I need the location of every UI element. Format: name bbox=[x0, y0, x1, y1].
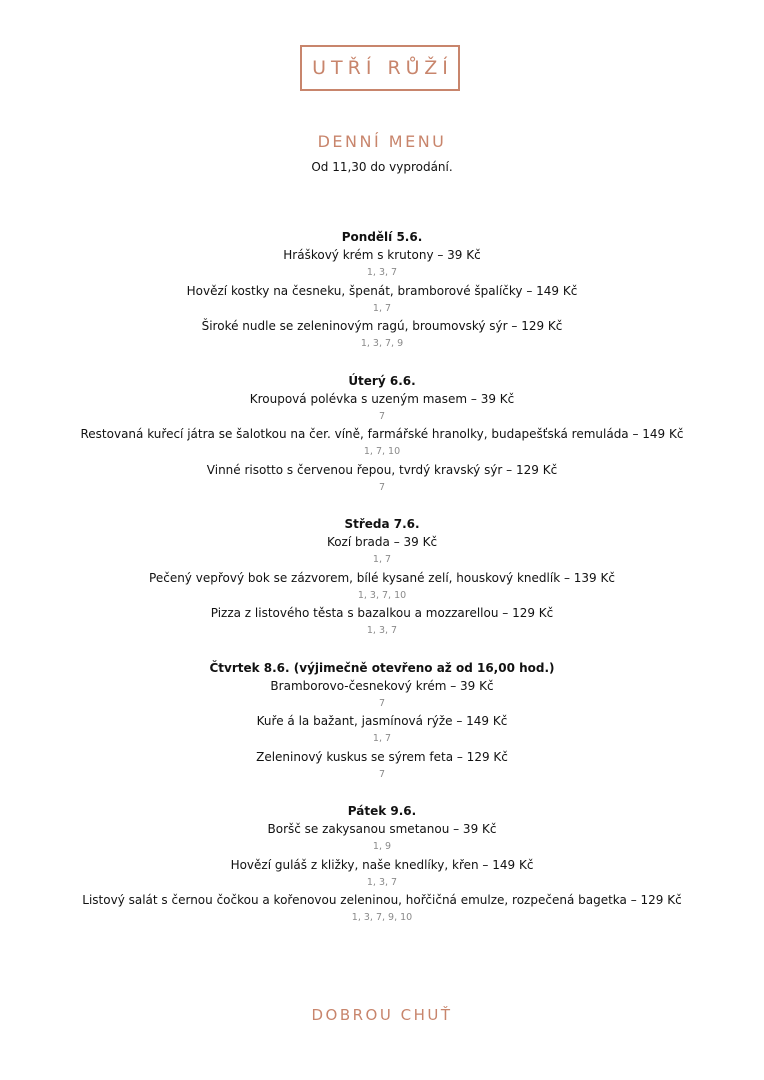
dish-allergens: 7 bbox=[378, 697, 386, 709]
day-heading: Středa 7.6. bbox=[344, 517, 420, 531]
dish-allergens: 1, 7 bbox=[372, 733, 392, 744]
dish-allergens: 1, 7 bbox=[372, 302, 392, 314]
dish-allergens: 1, 3, 7, 9 bbox=[360, 338, 404, 349]
dish-name: Listový salát s černou čočkou a kořenovou zeleninou, hořčičná emulze, rozpečená bagetka – 129 Kč bbox=[82, 893, 682, 907]
logo bbox=[300, 45, 460, 91]
day-friday bbox=[0, 802, 764, 927]
day-heading: Čtvrtek 8.6. (výjimečně otevřeno až od 16,00 hod.) bbox=[209, 660, 555, 675]
dish-name: Boršč se zakysanou smetanou – 39 Kč bbox=[267, 822, 497, 836]
day-heading: Pátek 9.6. bbox=[347, 804, 417, 818]
dish-allergens: 7 bbox=[378, 768, 386, 780]
dish-name: Kozí brada – 39 Kč bbox=[326, 535, 438, 549]
day-thursday bbox=[0, 659, 764, 784]
menu-subtitle: Od 11,30 do vyprodání. bbox=[311, 160, 453, 174]
dish-name: Kroupová polévka s uzeným masem – 39 Kč bbox=[249, 391, 515, 406]
dish-allergens: 1, 7 bbox=[372, 554, 392, 565]
dish-name: Restovaná kuřecí játra se šalotkou na čer. víně, farmářské hranolky, budapešťská remuláda – 149 Kč bbox=[80, 427, 684, 441]
dish-name: Vinné risotto s červenou řepou, tvrdý kravský sýr – 129 Kč bbox=[206, 462, 558, 477]
dish-allergens: 1, 7, 10 bbox=[363, 446, 401, 457]
dish-name: Pečený vepřový bok se zázvorem, bílé kysané zelí, houskový knedlík – 139 Kč bbox=[149, 570, 615, 585]
menu-title: DENNÍ MENU bbox=[317, 132, 447, 151]
day-heading: Pondělí 5.6. bbox=[341, 230, 423, 244]
dish-allergens: 1, 3, 7, 9, 10 bbox=[351, 912, 413, 923]
dish-name: Široké nudle se zeleninovým ragú, broumovský sýr – 129 Kč bbox=[201, 319, 563, 333]
day-heading: Úterý 6.6. bbox=[348, 373, 416, 388]
footer-text: DOBROU CHUŤ bbox=[311, 1006, 453, 1024]
dish-allergens: 1, 3, 7 bbox=[366, 625, 398, 636]
dish-name: Kuře á la bažant, jasmínová rýže – 149 Kč bbox=[256, 714, 508, 728]
dish-allergens: 1, 3, 7 bbox=[366, 267, 398, 278]
day-tuesday bbox=[0, 372, 764, 497]
days-list bbox=[0, 228, 764, 946]
dish-name: Bramborovo-česnekový krém – 39 Kč bbox=[270, 678, 494, 693]
dish-allergens: 7 bbox=[378, 410, 386, 422]
logo-text: UTŘÍ RŮŽÍ bbox=[312, 57, 453, 79]
dish-name: Pizza z listového těsta s bazalkou a mozzarellou – 129 Kč bbox=[210, 606, 554, 620]
dish-allergens: 1, 9 bbox=[372, 841, 392, 852]
dish-name: Hráškový krém s krutony – 39 Kč bbox=[283, 248, 481, 262]
dish-name: Hovězí guláš z kližky, naše knedlíky, křen – 149 Kč bbox=[230, 857, 534, 872]
dish-name: Hovězí kostky na česneku, špenát, bramborové špalíčky – 149 Kč bbox=[186, 283, 578, 298]
day-monday bbox=[0, 228, 764, 353]
dish-allergens: 1, 3, 7 bbox=[366, 876, 398, 888]
dish-allergens: 7 bbox=[378, 481, 386, 493]
day-wednesday bbox=[0, 515, 764, 640]
dish-allergens: 1, 3, 7, 10 bbox=[357, 589, 407, 601]
dish-name: Zeleninový kuskus se sýrem feta – 129 Kč bbox=[256, 749, 508, 764]
